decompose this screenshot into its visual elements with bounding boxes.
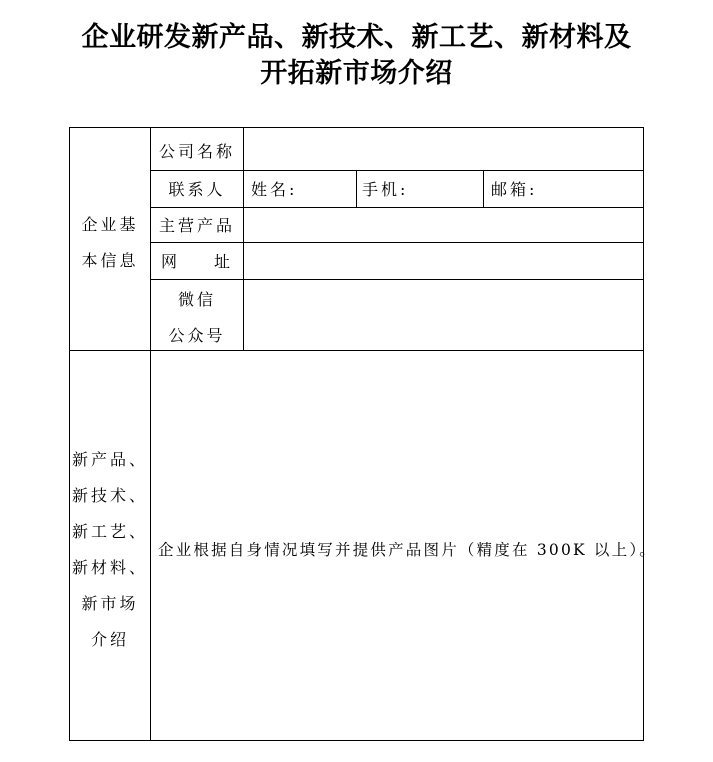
label-contact-phone: 手机: [362, 180, 409, 199]
label-main-product: 主营产品 [158, 216, 235, 235]
divider [356, 170, 357, 207]
label-website-part1: 网 [161, 252, 181, 271]
label-website-part2: 址 [214, 252, 234, 271]
divider [483, 170, 484, 207]
intro-instruction: 企业根据自身情况填写并提供产品图片（精度在 300K 以上）。 [158, 541, 657, 559]
label-wechat-account: 微信 公众号 [168, 290, 226, 345]
label-contact-email: 邮箱: [491, 180, 538, 199]
label-company-name: 公司名称 [158, 142, 235, 161]
section-label-basic-info: 企业基 本信息 [81, 215, 139, 270]
label-contact: 联系人 [168, 180, 226, 199]
section-label-intro: 新产品、 新技术、 新工艺、 新材料、 新市场 介绍 [71, 450, 148, 649]
divider [150, 170, 644, 171]
document-title-line1: 企业研发新产品、新技术、新工艺、新材料及 [81, 22, 632, 53]
label-contact-name: 姓名: [251, 180, 298, 199]
document-title-line2: 开拓新市场介绍 [260, 58, 453, 89]
divider [243, 127, 244, 351]
